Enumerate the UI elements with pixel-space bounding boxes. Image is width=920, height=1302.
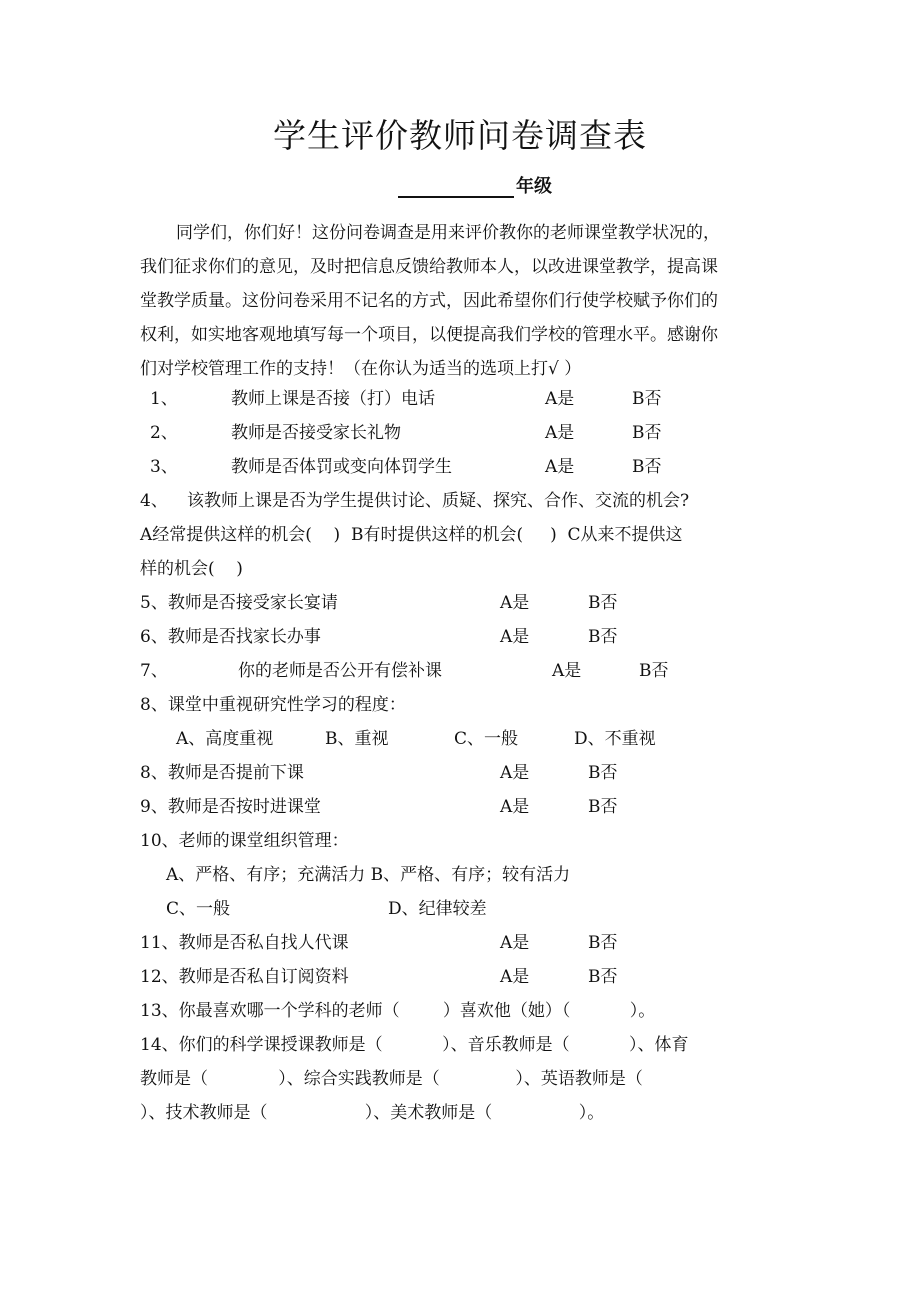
q2-answer-yes[interactable]: A是 [545, 423, 575, 443]
q2-text: 教师是否接受家长礼物 [231, 423, 401, 443]
q4-options[interactable]: A经常提供这样的机会( ) B有时提供这样的机会( ) C从来不提供这 [140, 525, 683, 545]
q4-number: 4、 [140, 491, 168, 511]
q2-answer-no[interactable]: B否 [632, 423, 662, 443]
q4-text: 该教师上课是否为学生提供讨论、质疑、探究、合作、交流的机会? [187, 491, 690, 511]
q8a-option-a[interactable]: A、高度重视 [176, 729, 274, 749]
q14-line1[interactable]: 14、你们的科学课授课教师是（ ）、音乐教师是（ ）、体育 [140, 1035, 689, 1055]
grade-line [398, 172, 552, 198]
q9-text: 9、教师是否按时进课堂 [140, 797, 321, 817]
q8b-answer-yes[interactable]: A是 [500, 763, 530, 783]
q3-answer-yes[interactable]: A是 [545, 457, 575, 477]
page-title: 学生评价教师问卷调查表 [273, 116, 647, 155]
q5-text: 5、教师是否接受家长宴请 [140, 593, 338, 613]
q1-text: 教师上课是否接（打）电话 [231, 389, 435, 409]
q8b-answer-no[interactable]: B否 [588, 763, 618, 783]
intro-line: 堂教学质量。这份问卷采用不记名的方式，因此希望你们行使学校赋予你们的 [140, 291, 718, 311]
grade-label: 年级 [516, 176, 552, 197]
q8a-option-b[interactable]: B、重视 [325, 729, 389, 749]
q7-answer-no[interactable]: B否 [639, 661, 669, 681]
q8a-option-c[interactable]: C、一般 [454, 729, 519, 749]
q12-text: 12、教师是否私自订阅资料 [140, 967, 349, 987]
intro-line: 们对学校管理工作的支持！（在你认为适当的选项上打√ ） [140, 359, 582, 379]
q8b-text: 8、教师是否提前下课 [140, 763, 304, 783]
q1-answer-no[interactable]: B否 [632, 389, 662, 409]
q3-text: 教师是否体罚或变向体罚学生 [231, 457, 452, 477]
q14-line3[interactable]: ）、技术教师是（ ）、美术教师是（ ）。 [140, 1103, 605, 1123]
q3-number: 3、 [150, 457, 178, 477]
intro-line: 权利，如实地客观地填写每一个项目，以便提高我们学校的管理水平。感谢你 [140, 325, 718, 345]
q10-option-d[interactable]: D、纪律较差 [388, 899, 487, 919]
q7-answer-yes[interactable]: A是 [552, 661, 582, 681]
intro-paragraph [140, 216, 785, 386]
q12-answer-yes[interactable]: A是 [500, 967, 530, 987]
q1-number: 1、 [150, 389, 178, 409]
q11-answer-no[interactable]: B否 [588, 933, 618, 953]
q7-text: 你的老师是否公开有偿补课 [238, 661, 442, 681]
q8a-text: 8、课堂中重视研究性学习的程度： [140, 695, 406, 715]
q5-answer-no[interactable]: B否 [588, 593, 618, 613]
q9-answer-no[interactable]: B否 [588, 797, 618, 817]
q10-text: 10、老师的课堂组织管理： [140, 831, 349, 851]
q4-options-cont[interactable]: 样的机会( ) [140, 559, 243, 579]
q6-text: 6、教师是否找家长办事 [140, 627, 321, 647]
q5-answer-yes[interactable]: A是 [500, 593, 530, 613]
q13-text[interactable]: 13、你最喜欢哪一个学科的老师（ ）喜欢他（她）（ ）。 [140, 1001, 656, 1021]
q11-answer-yes[interactable]: A是 [500, 933, 530, 953]
q7-number: 7、 [140, 661, 168, 681]
q9-answer-yes[interactable]: A是 [500, 797, 530, 817]
q12-answer-no[interactable]: B否 [588, 967, 618, 987]
q10-options-ab[interactable]: A、严格、有序；充满活力 B、严格、有序；较有活力 [166, 865, 571, 885]
grade-blank[interactable] [398, 176, 514, 198]
intro-line: 同学们，你们好！这份问卷调查是用来评价教你的老师课堂教学状况的， [176, 223, 720, 243]
q2-number: 2、 [150, 423, 178, 443]
intro-line: 我们征求你们的意见，及时把信息反馈给教师本人，以改进课堂教学，提高课 [140, 257, 718, 277]
q14-line2[interactable]: 教师是（ ）、综合实践教师是（ ）、英语教师是（ [140, 1069, 643, 1089]
q6-answer-yes[interactable]: A是 [500, 627, 530, 647]
q1-answer-yes[interactable]: A是 [545, 389, 575, 409]
q11-text: 11、教师是否私自找人代课 [140, 933, 349, 953]
q3-answer-no[interactable]: B否 [632, 457, 662, 477]
q8a-option-d[interactable]: D、不重视 [574, 729, 656, 749]
q6-answer-no[interactable]: B否 [588, 627, 618, 647]
q10-option-c[interactable]: C、一般 [166, 899, 231, 919]
